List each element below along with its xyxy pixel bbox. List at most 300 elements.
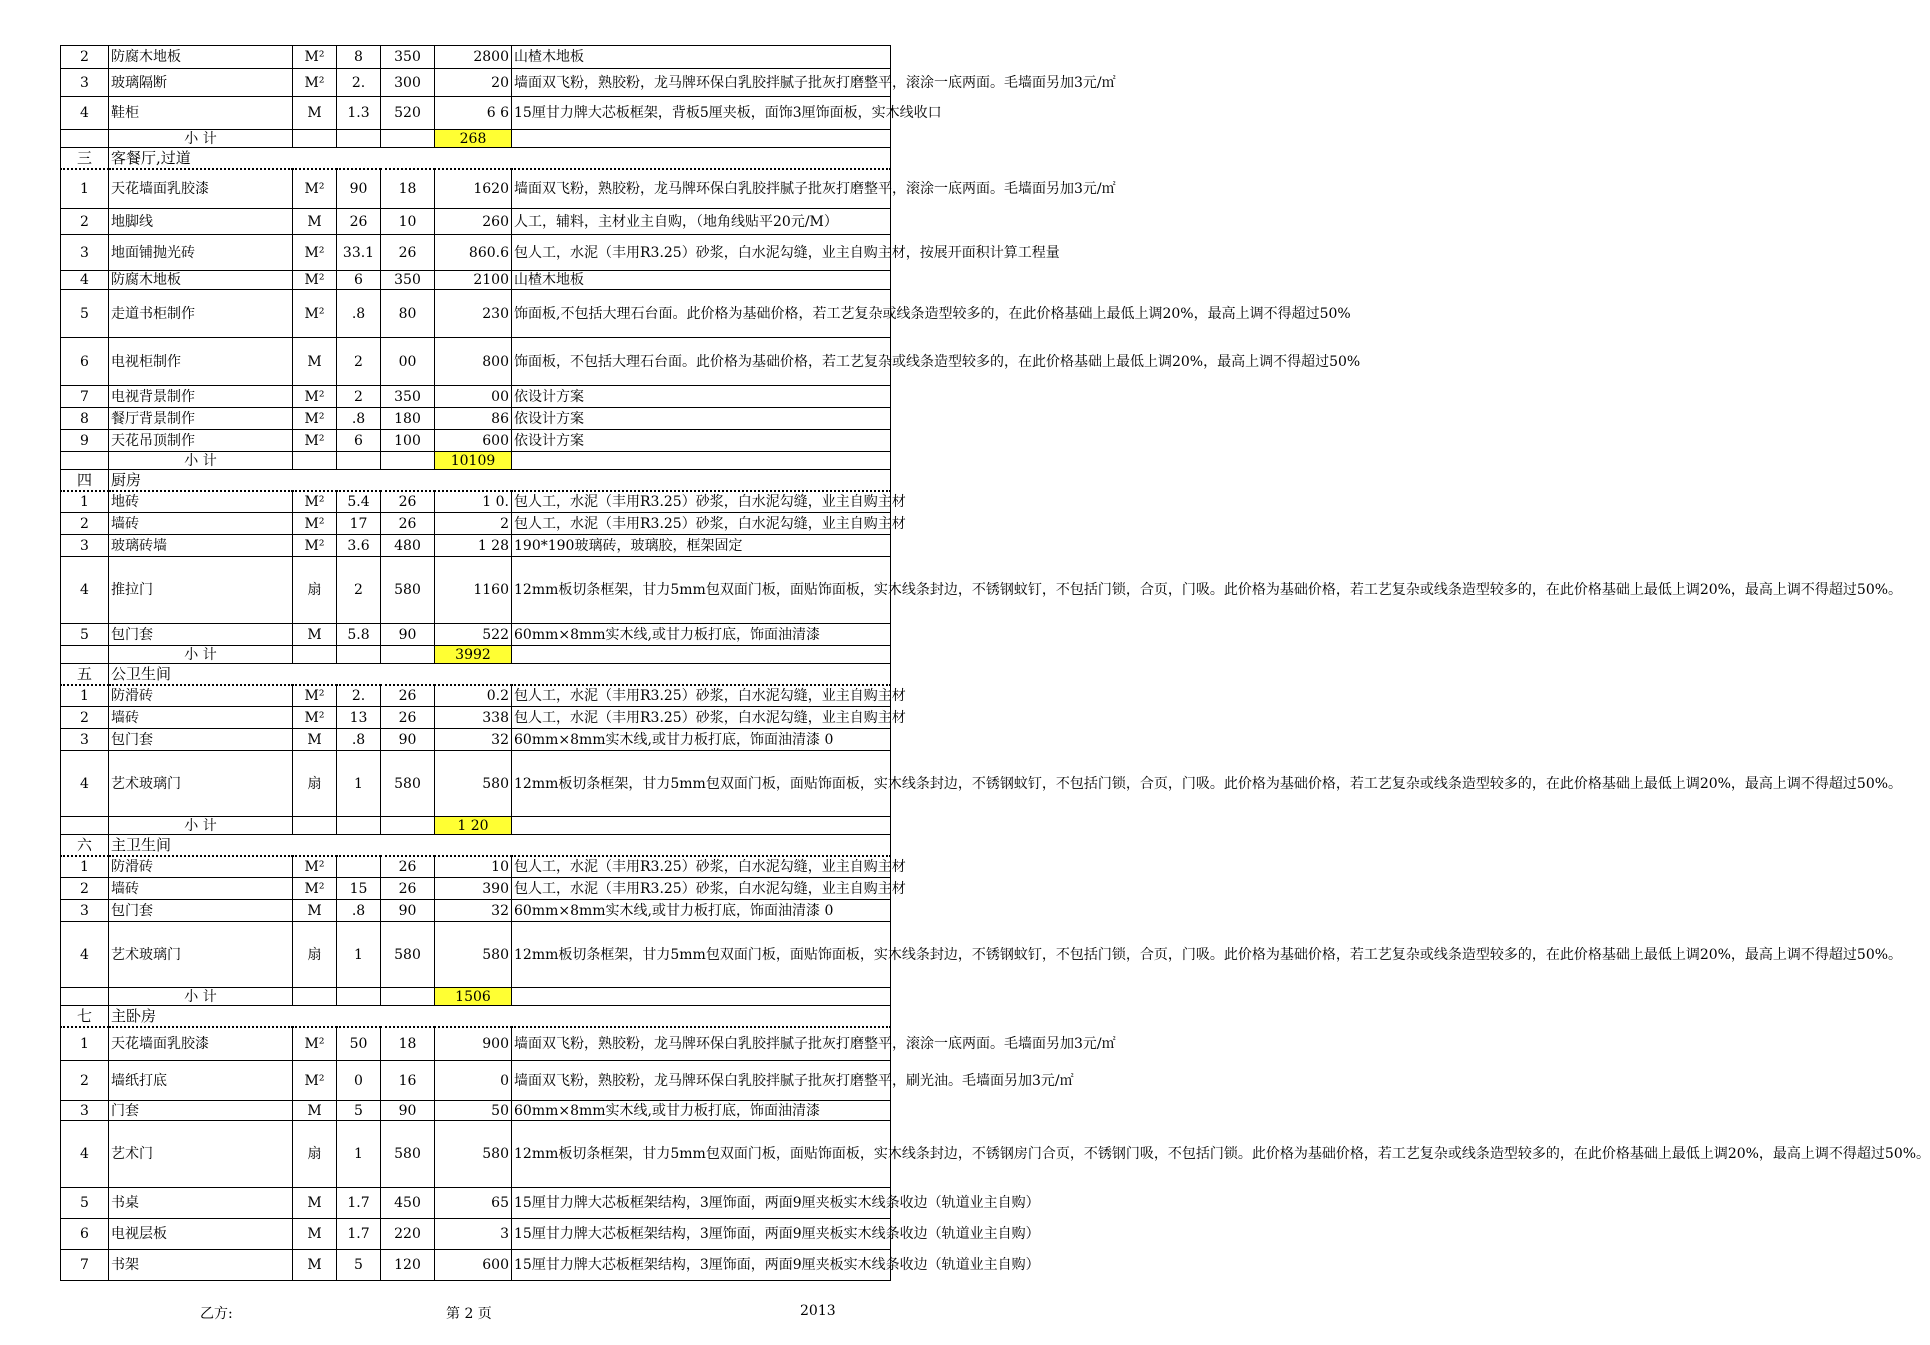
- table-row: [61, 685, 891, 707]
- item-name: 防滑砖: [109, 685, 293, 707]
- section-title: 主卫生间: [109, 835, 891, 856]
- subtotal-amount: 268: [435, 130, 512, 148]
- item-name: 包门套: [109, 900, 293, 922]
- item-quantity: 3.6: [337, 535, 381, 557]
- item-number: 1: [61, 685, 109, 707]
- item-quantity: 6: [337, 271, 381, 290]
- item-name: 包门套: [109, 729, 293, 751]
- footer-party-b: 乙方:: [200, 1306, 233, 1322]
- item-unit-price: 450: [381, 1188, 435, 1219]
- item-unit-price: 26: [381, 685, 435, 707]
- table-row: [61, 386, 891, 408]
- subtotal-label: 小 计: [109, 988, 293, 1006]
- item-number: 1: [61, 1027, 109, 1061]
- item-unit-price: 00: [381, 338, 435, 386]
- item-unit: M²: [293, 408, 337, 430]
- item-amount: 1620: [435, 169, 512, 209]
- table-row: [61, 1121, 891, 1188]
- subtotal-spacer: [381, 452, 435, 470]
- table-row: [61, 1101, 891, 1121]
- item-name: 电视层板: [109, 1219, 293, 1250]
- item-quantity: 33.1: [337, 235, 381, 271]
- table-row: [61, 707, 891, 729]
- item-unit-price: 26: [381, 856, 435, 878]
- item-amount: 10: [435, 856, 512, 878]
- item-note: 饰面板，不包括大理石台面。此价格为基础价格，若工艺复杂或线条造型较多的，在此价格基础上最低上调20%，最高上调不得超过50%: [512, 338, 891, 386]
- subtotal-amount: 3992: [435, 646, 512, 664]
- item-unit: M: [293, 1250, 337, 1281]
- item-name: 书桌: [109, 1188, 293, 1219]
- item-number: 3: [61, 729, 109, 751]
- item-name: 门套: [109, 1101, 293, 1121]
- item-note: 15厘甘力牌大芯板框架结构，3厘饰面，两面9厘夹板实木线条收边（轨道业主自购）: [512, 1188, 891, 1219]
- section-title: 厨房: [109, 470, 891, 491]
- item-unit: M: [293, 1188, 337, 1219]
- item-note: 包人工，水泥（丰用R3.25）砂浆，白水泥勾缝，业主自购主材: [512, 878, 891, 900]
- table-row: [61, 1219, 891, 1250]
- item-unit-price: 26: [381, 513, 435, 535]
- item-number: 2: [61, 46, 109, 69]
- item-unit: M²: [293, 290, 337, 338]
- item-number: 3: [61, 900, 109, 922]
- item-number: 5: [61, 624, 109, 646]
- item-number: 3: [61, 535, 109, 557]
- item-unit: M²: [293, 535, 337, 557]
- item-number: 3: [61, 1101, 109, 1121]
- item-name: 艺术门: [109, 1121, 293, 1188]
- item-note: 60mm×8mm实木线,或甘力板打底，饰面油清漆: [512, 1101, 891, 1121]
- item-unit-price: 10: [381, 209, 435, 235]
- subtotal-label: 小 计: [109, 130, 293, 148]
- item-unit-price: 90: [381, 729, 435, 751]
- item-note: 包人工，水泥（丰用R3.25）砂浆，白水泥勾缝，业主自购主材: [512, 707, 891, 729]
- table-row: [61, 856, 891, 878]
- item-name: 走道书柜制作: [109, 290, 293, 338]
- item-amount: 1 28: [435, 535, 512, 557]
- item-unit: M²: [293, 513, 337, 535]
- subtotal-amount: 1 20: [435, 817, 512, 835]
- item-quantity: 5.4: [337, 491, 381, 513]
- item-quantity: 2.: [337, 685, 381, 707]
- item-amount: 3: [435, 1219, 512, 1250]
- item-name: 玻璃砖墙: [109, 535, 293, 557]
- item-amount: 580: [435, 1121, 512, 1188]
- subtotal-row: [61, 988, 891, 1006]
- section-header-row: [61, 835, 891, 856]
- item-amount: 260: [435, 209, 512, 235]
- section-title: 公卫生间: [109, 664, 891, 685]
- item-amount: 65: [435, 1188, 512, 1219]
- item-quantity: 1: [337, 1121, 381, 1188]
- section-number: 六: [61, 835, 109, 856]
- item-unit: M²: [293, 69, 337, 97]
- subtotal-spacer: [61, 646, 109, 664]
- item-number: 3: [61, 69, 109, 97]
- footer-year: 2013: [800, 1303, 836, 1319]
- item-note: 包人工，水泥（丰用R3.25）砂浆，白水泥勾缝，业主自购主材: [512, 491, 891, 513]
- item-unit-price: 580: [381, 1121, 435, 1188]
- item-amount: 20: [435, 69, 512, 97]
- item-note: 依设计方案: [512, 430, 891, 452]
- item-amount: 2100: [435, 271, 512, 290]
- table-row: [61, 900, 891, 922]
- item-number: 4: [61, 751, 109, 817]
- item-note: 人工，辅料，主材业主自购，（地角线贴平20元/M）: [512, 209, 891, 235]
- subtotal-row: [61, 646, 891, 664]
- item-unit-price: 580: [381, 922, 435, 988]
- footer-page-number: 第 2 页: [446, 1306, 492, 1322]
- item-name: 防腐木地板: [109, 271, 293, 290]
- item-quantity: .8: [337, 900, 381, 922]
- item-unit-price: 350: [381, 271, 435, 290]
- item-unit: M: [293, 624, 337, 646]
- item-number: 2: [61, 513, 109, 535]
- item-quantity: 6: [337, 430, 381, 452]
- quote-table: [60, 45, 1930, 1281]
- item-note: 墙面双飞粉，熟胶粉，龙马牌环保白乳胶拌腻子批灰打磨整平，滚涂一底两面。毛墙面另加3元/㎡: [512, 169, 891, 209]
- item-note: 山楂木地板: [512, 46, 891, 69]
- subtotal-spacer: [293, 130, 337, 148]
- item-unit: M²: [293, 430, 337, 452]
- item-amount: 00: [435, 386, 512, 408]
- item-number: 2: [61, 878, 109, 900]
- item-name: 电视背景制作: [109, 386, 293, 408]
- item-number: 4: [61, 271, 109, 290]
- section-header-row: [61, 148, 891, 169]
- item-number: 2: [61, 707, 109, 729]
- table-row: [61, 271, 891, 290]
- item-unit: M²: [293, 1061, 337, 1101]
- item-name: 墙砖: [109, 513, 293, 535]
- item-unit-price: 350: [381, 46, 435, 69]
- table-row: [61, 1188, 891, 1219]
- subtotal-row: [61, 130, 891, 148]
- item-unit-price: 26: [381, 235, 435, 271]
- table-row: [61, 235, 891, 271]
- item-unit: M²: [293, 386, 337, 408]
- item-quantity: 2: [337, 386, 381, 408]
- item-name: 艺术玻璃门: [109, 751, 293, 817]
- item-unit-price: 480: [381, 535, 435, 557]
- item-number: 1: [61, 856, 109, 878]
- item-name: 防腐木地板: [109, 46, 293, 69]
- item-name: 地脚线: [109, 209, 293, 235]
- item-unit: 扇: [293, 1121, 337, 1188]
- table-row: [61, 922, 891, 988]
- item-amount: 900: [435, 1027, 512, 1061]
- item-number: 2: [61, 209, 109, 235]
- item-quantity: 17: [337, 513, 381, 535]
- quote-table-body: [61, 46, 1930, 1281]
- item-unit: M²: [293, 46, 337, 69]
- table-row: [61, 338, 891, 386]
- table-row: [61, 729, 891, 751]
- item-note: 15厘甘力牌大芯板框架，背板5厘夹板，面饰3厘饰面板，实木线收口: [512, 97, 891, 130]
- subtotal-spacer: [293, 452, 337, 470]
- item-quantity: 15: [337, 878, 381, 900]
- item-number: 6: [61, 338, 109, 386]
- item-number: 9: [61, 430, 109, 452]
- item-number: 7: [61, 1250, 109, 1281]
- table-row: [61, 209, 891, 235]
- table-row: [61, 408, 891, 430]
- table-row: [61, 1027, 891, 1061]
- item-unit-price: 90: [381, 1101, 435, 1121]
- item-amount: 800: [435, 338, 512, 386]
- item-quantity: 8: [337, 46, 381, 69]
- item-number: 4: [61, 97, 109, 130]
- item-quantity: 2: [337, 338, 381, 386]
- item-quantity: .8: [337, 408, 381, 430]
- item-amount: 32: [435, 729, 512, 751]
- item-unit-price: 120: [381, 1250, 435, 1281]
- item-unit-price: 18: [381, 1027, 435, 1061]
- item-note: 包人工，水泥（丰用R3.25）砂浆，白水泥勾缝，业主自购主材: [512, 513, 891, 535]
- item-unit: M: [293, 900, 337, 922]
- item-unit-price: 26: [381, 707, 435, 729]
- item-quantity: 5: [337, 1250, 381, 1281]
- table-row: [61, 46, 891, 69]
- item-note: 12mm板切条框架，甘力5mm包双面门板，面贴饰面板，实木线条封边，不锈钢蚊钉，不包括门锁，合页，门吸。此价格为基础价格，若工艺复杂或线条造型较多的，在此价格基础上最低上调20%，最高上调不得超过50%。: [512, 751, 891, 817]
- item-unit: M²: [293, 707, 337, 729]
- item-unit-price: 300: [381, 69, 435, 97]
- item-amount: 1160: [435, 557, 512, 624]
- item-note: 15厘甘力牌大芯板框架结构，3厘饰面，两面9厘夹板实木线条收边（轨道业主自购）: [512, 1250, 891, 1281]
- item-amount: 50: [435, 1101, 512, 1121]
- item-unit-price: 80: [381, 290, 435, 338]
- section-title: 主卧房: [109, 1006, 891, 1027]
- item-unit: M: [293, 1219, 337, 1250]
- subtotal-spacer: [512, 646, 891, 664]
- item-number: 4: [61, 1121, 109, 1188]
- item-note: 15厘甘力牌大芯板框架结构，3厘饰面，两面9厘夹板实木线条收边（轨道业主自购）: [512, 1219, 891, 1250]
- item-name: 推拉门: [109, 557, 293, 624]
- table-row: [61, 751, 891, 817]
- item-number: 4: [61, 922, 109, 988]
- table-row: [61, 169, 891, 209]
- item-quantity: .8: [337, 290, 381, 338]
- item-name: 地砖: [109, 491, 293, 513]
- item-number: 5: [61, 1188, 109, 1219]
- item-number: 8: [61, 408, 109, 430]
- item-amount: 6 6: [435, 97, 512, 130]
- item-number: 2: [61, 1061, 109, 1101]
- item-number: 1: [61, 169, 109, 209]
- item-amount: 580: [435, 751, 512, 817]
- item-unit: M: [293, 1101, 337, 1121]
- item-unit-price: 90: [381, 900, 435, 922]
- section-header-row: [61, 1006, 891, 1027]
- subtotal-spacer: [337, 646, 381, 664]
- subtotal-spacer: [337, 130, 381, 148]
- subtotal-spacer: [293, 817, 337, 835]
- item-unit-price: 350: [381, 386, 435, 408]
- item-amount: 1 0.: [435, 491, 512, 513]
- subtotal-row: [61, 452, 891, 470]
- item-note: 12mm板切条框架，甘力5mm包双面门板，面贴饰面板，实木线条封边，不锈钢房门合页，不锈钢门吸，不包括门锁。此价格为基础价格，若工艺复杂或线条造型较多的，在此价格基础上最低上调20%，最高上调不得超过50%。: [512, 1121, 891, 1188]
- item-amount: 390: [435, 878, 512, 900]
- section-number: 五: [61, 664, 109, 685]
- table-row: [61, 535, 891, 557]
- item-quantity: 1: [337, 922, 381, 988]
- item-name: 墙砖: [109, 707, 293, 729]
- item-unit: M: [293, 338, 337, 386]
- item-amount: 338: [435, 707, 512, 729]
- item-name: 艺术玻璃门: [109, 922, 293, 988]
- item-amount: 600: [435, 430, 512, 452]
- item-name: 书架: [109, 1250, 293, 1281]
- item-note: 墙面双飞粉，熟胶粉，龙马牌环保白乳胶拌腻子批灰打磨整平，滚涂一底两面。毛墙面另加3元/㎡: [512, 69, 891, 97]
- subtotal-spacer: [61, 130, 109, 148]
- item-unit: 扇: [293, 557, 337, 624]
- subtotal-spacer: [512, 452, 891, 470]
- table-row: [61, 624, 891, 646]
- item-name: 地面铺抛光砖: [109, 235, 293, 271]
- item-name: 电视柜制作: [109, 338, 293, 386]
- item-amount: 600: [435, 1250, 512, 1281]
- item-unit: M²: [293, 235, 337, 271]
- item-note: 包人工，水泥（丰用R3.25）砂浆，白水泥勾缝，业主自购主材: [512, 685, 891, 707]
- item-note: 12mm板切条框架，甘力5mm包双面门板，面贴饰面板，实木线条封边，不锈钢蚊钉，不包括门锁，合页，门吸。此价格为基础价格，若工艺复杂或线条造型较多的，在此价格基础上最低上调20%，最高上调不得超过50%。: [512, 922, 891, 988]
- subtotal-spacer: [61, 988, 109, 1006]
- item-note: 墙面双飞粉，熟胶粉，龙马牌环保白乳胶拌腻子批灰打磨整平，滚涂一底两面。毛墙面另加3元/㎡: [512, 1027, 891, 1061]
- table-row: [61, 290, 891, 338]
- subtotal-spacer: [381, 988, 435, 1006]
- table-row: [61, 1250, 891, 1281]
- item-amount: 2800: [435, 46, 512, 69]
- item-name: 玻璃隔断: [109, 69, 293, 97]
- subtotal-label: 小 计: [109, 646, 293, 664]
- item-note: 包人工，水泥（丰用R3.25）砂浆，白水泥勾缝，业主自购主材，按展开面积计算工程量: [512, 235, 891, 271]
- subtotal-spacer: [512, 817, 891, 835]
- item-number: 3: [61, 235, 109, 271]
- item-name: 墙纸打底: [109, 1061, 293, 1101]
- item-unit: M²: [293, 856, 337, 878]
- subtotal-spacer: [293, 988, 337, 1006]
- table-row: [61, 491, 891, 513]
- item-quantity: 5.8: [337, 624, 381, 646]
- item-note: 190*190玻璃砖，玻璃胶，框架固定: [512, 535, 891, 557]
- item-quantity: 1.3: [337, 97, 381, 130]
- subtotal-spacer: [337, 817, 381, 835]
- item-quantity: 1.7: [337, 1188, 381, 1219]
- subtotal-spacer: [381, 646, 435, 664]
- item-note: 12mm板切条框架，甘力5mm包双面门板，面贴饰面板，实木线条封边，不锈钢蚊钉，不包括门锁，合页，门吸。此价格为基础价格，若工艺复杂或线条造型较多的，在此价格基础上最低上调20%，最高上调不得超过50%。: [512, 557, 891, 624]
- item-quantity: 2.: [337, 69, 381, 97]
- item-number: 1: [61, 491, 109, 513]
- section-title: 客餐厅,过道: [109, 148, 891, 169]
- item-amount: 0.2: [435, 685, 512, 707]
- item-note: 墙面双飞粉，熟胶粉，龙马牌环保白乳胶拌腻子批灰打磨整平，刷光油。毛墙面另加3元/㎡: [512, 1061, 891, 1101]
- table-row: [61, 1061, 891, 1101]
- subtotal-spacer: [337, 988, 381, 1006]
- item-unit-price: 580: [381, 557, 435, 624]
- item-unit: M²: [293, 878, 337, 900]
- item-name: 天花墙面乳胶漆: [109, 1027, 293, 1061]
- subtotal-spacer: [61, 452, 109, 470]
- section-header-row: [61, 664, 891, 685]
- item-quantity: 50: [337, 1027, 381, 1061]
- item-quantity: [337, 856, 381, 878]
- item-unit: M²: [293, 491, 337, 513]
- item-quantity: 1.7: [337, 1219, 381, 1250]
- item-name: 天花吊顶制作: [109, 430, 293, 452]
- item-quantity: 5: [337, 1101, 381, 1121]
- subtotal-spacer: [337, 452, 381, 470]
- item-name: 墙砖: [109, 878, 293, 900]
- item-unit: M: [293, 729, 337, 751]
- table-row: [61, 557, 891, 624]
- item-unit: M: [293, 97, 337, 130]
- item-unit: M²: [293, 271, 337, 290]
- subtotal-spacer: [61, 817, 109, 835]
- item-amount: 32: [435, 900, 512, 922]
- item-unit-price: 100: [381, 430, 435, 452]
- item-note: 60mm×8mm实木线,或甘力板打底，饰面油清漆 0: [512, 900, 891, 922]
- subtotal-spacer: [293, 646, 337, 664]
- item-quantity: 2: [337, 557, 381, 624]
- item-name: 包门套: [109, 624, 293, 646]
- table-row: [61, 878, 891, 900]
- item-amount: 860.6: [435, 235, 512, 271]
- item-quantity: 26: [337, 209, 381, 235]
- subtotal-amount: 1506: [435, 988, 512, 1006]
- item-unit: M²: [293, 169, 337, 209]
- item-amount: 522: [435, 624, 512, 646]
- item-number: 7: [61, 386, 109, 408]
- section-number: 三: [61, 148, 109, 169]
- item-unit-price: 16: [381, 1061, 435, 1101]
- item-number: 5: [61, 290, 109, 338]
- item-amount: 2: [435, 513, 512, 535]
- item-amount: 86: [435, 408, 512, 430]
- item-quantity: 0: [337, 1061, 381, 1101]
- item-unit: M: [293, 209, 337, 235]
- section-number: 七: [61, 1006, 109, 1027]
- item-quantity: .8: [337, 729, 381, 751]
- item-name: 鞋柜: [109, 97, 293, 130]
- item-note: 依设计方案: [512, 408, 891, 430]
- table-row: [61, 97, 891, 130]
- subtotal-spacer: [512, 130, 891, 148]
- item-unit-price: 26: [381, 878, 435, 900]
- item-unit: M²: [293, 685, 337, 707]
- item-unit-price: 180: [381, 408, 435, 430]
- item-note: 60mm×8mm实木线,或甘力板打底，饰面油清漆 0: [512, 729, 891, 751]
- item-unit-price: 220: [381, 1219, 435, 1250]
- item-quantity: 13: [337, 707, 381, 729]
- item-unit-price: 90: [381, 624, 435, 646]
- item-number: 4: [61, 557, 109, 624]
- item-note: 山楂木地板: [512, 271, 891, 290]
- item-amount: 580: [435, 922, 512, 988]
- item-name: 天花墙面乳胶漆: [109, 169, 293, 209]
- subtotal-spacer: [381, 817, 435, 835]
- item-unit: 扇: [293, 751, 337, 817]
- item-amount: 0: [435, 1061, 512, 1101]
- item-unit-price: 26: [381, 491, 435, 513]
- item-note: 包人工，水泥（丰用R3.25）砂浆，白水泥勾缝，业主自购主材: [512, 856, 891, 878]
- item-note: 依设计方案: [512, 386, 891, 408]
- section-number: 四: [61, 470, 109, 491]
- table-row: [61, 513, 891, 535]
- item-unit: M²: [293, 1027, 337, 1061]
- table-row: [61, 430, 891, 452]
- item-unit-price: 18: [381, 169, 435, 209]
- item-name: 防滑砖: [109, 856, 293, 878]
- item-note: 饰面板,不包括大理石台面。此价格为基础价格，若工艺复杂或线条造型较多的，在此价格基础上最低上调20%，最高上调不得超过50%: [512, 290, 891, 338]
- item-unit-price: 520: [381, 97, 435, 130]
